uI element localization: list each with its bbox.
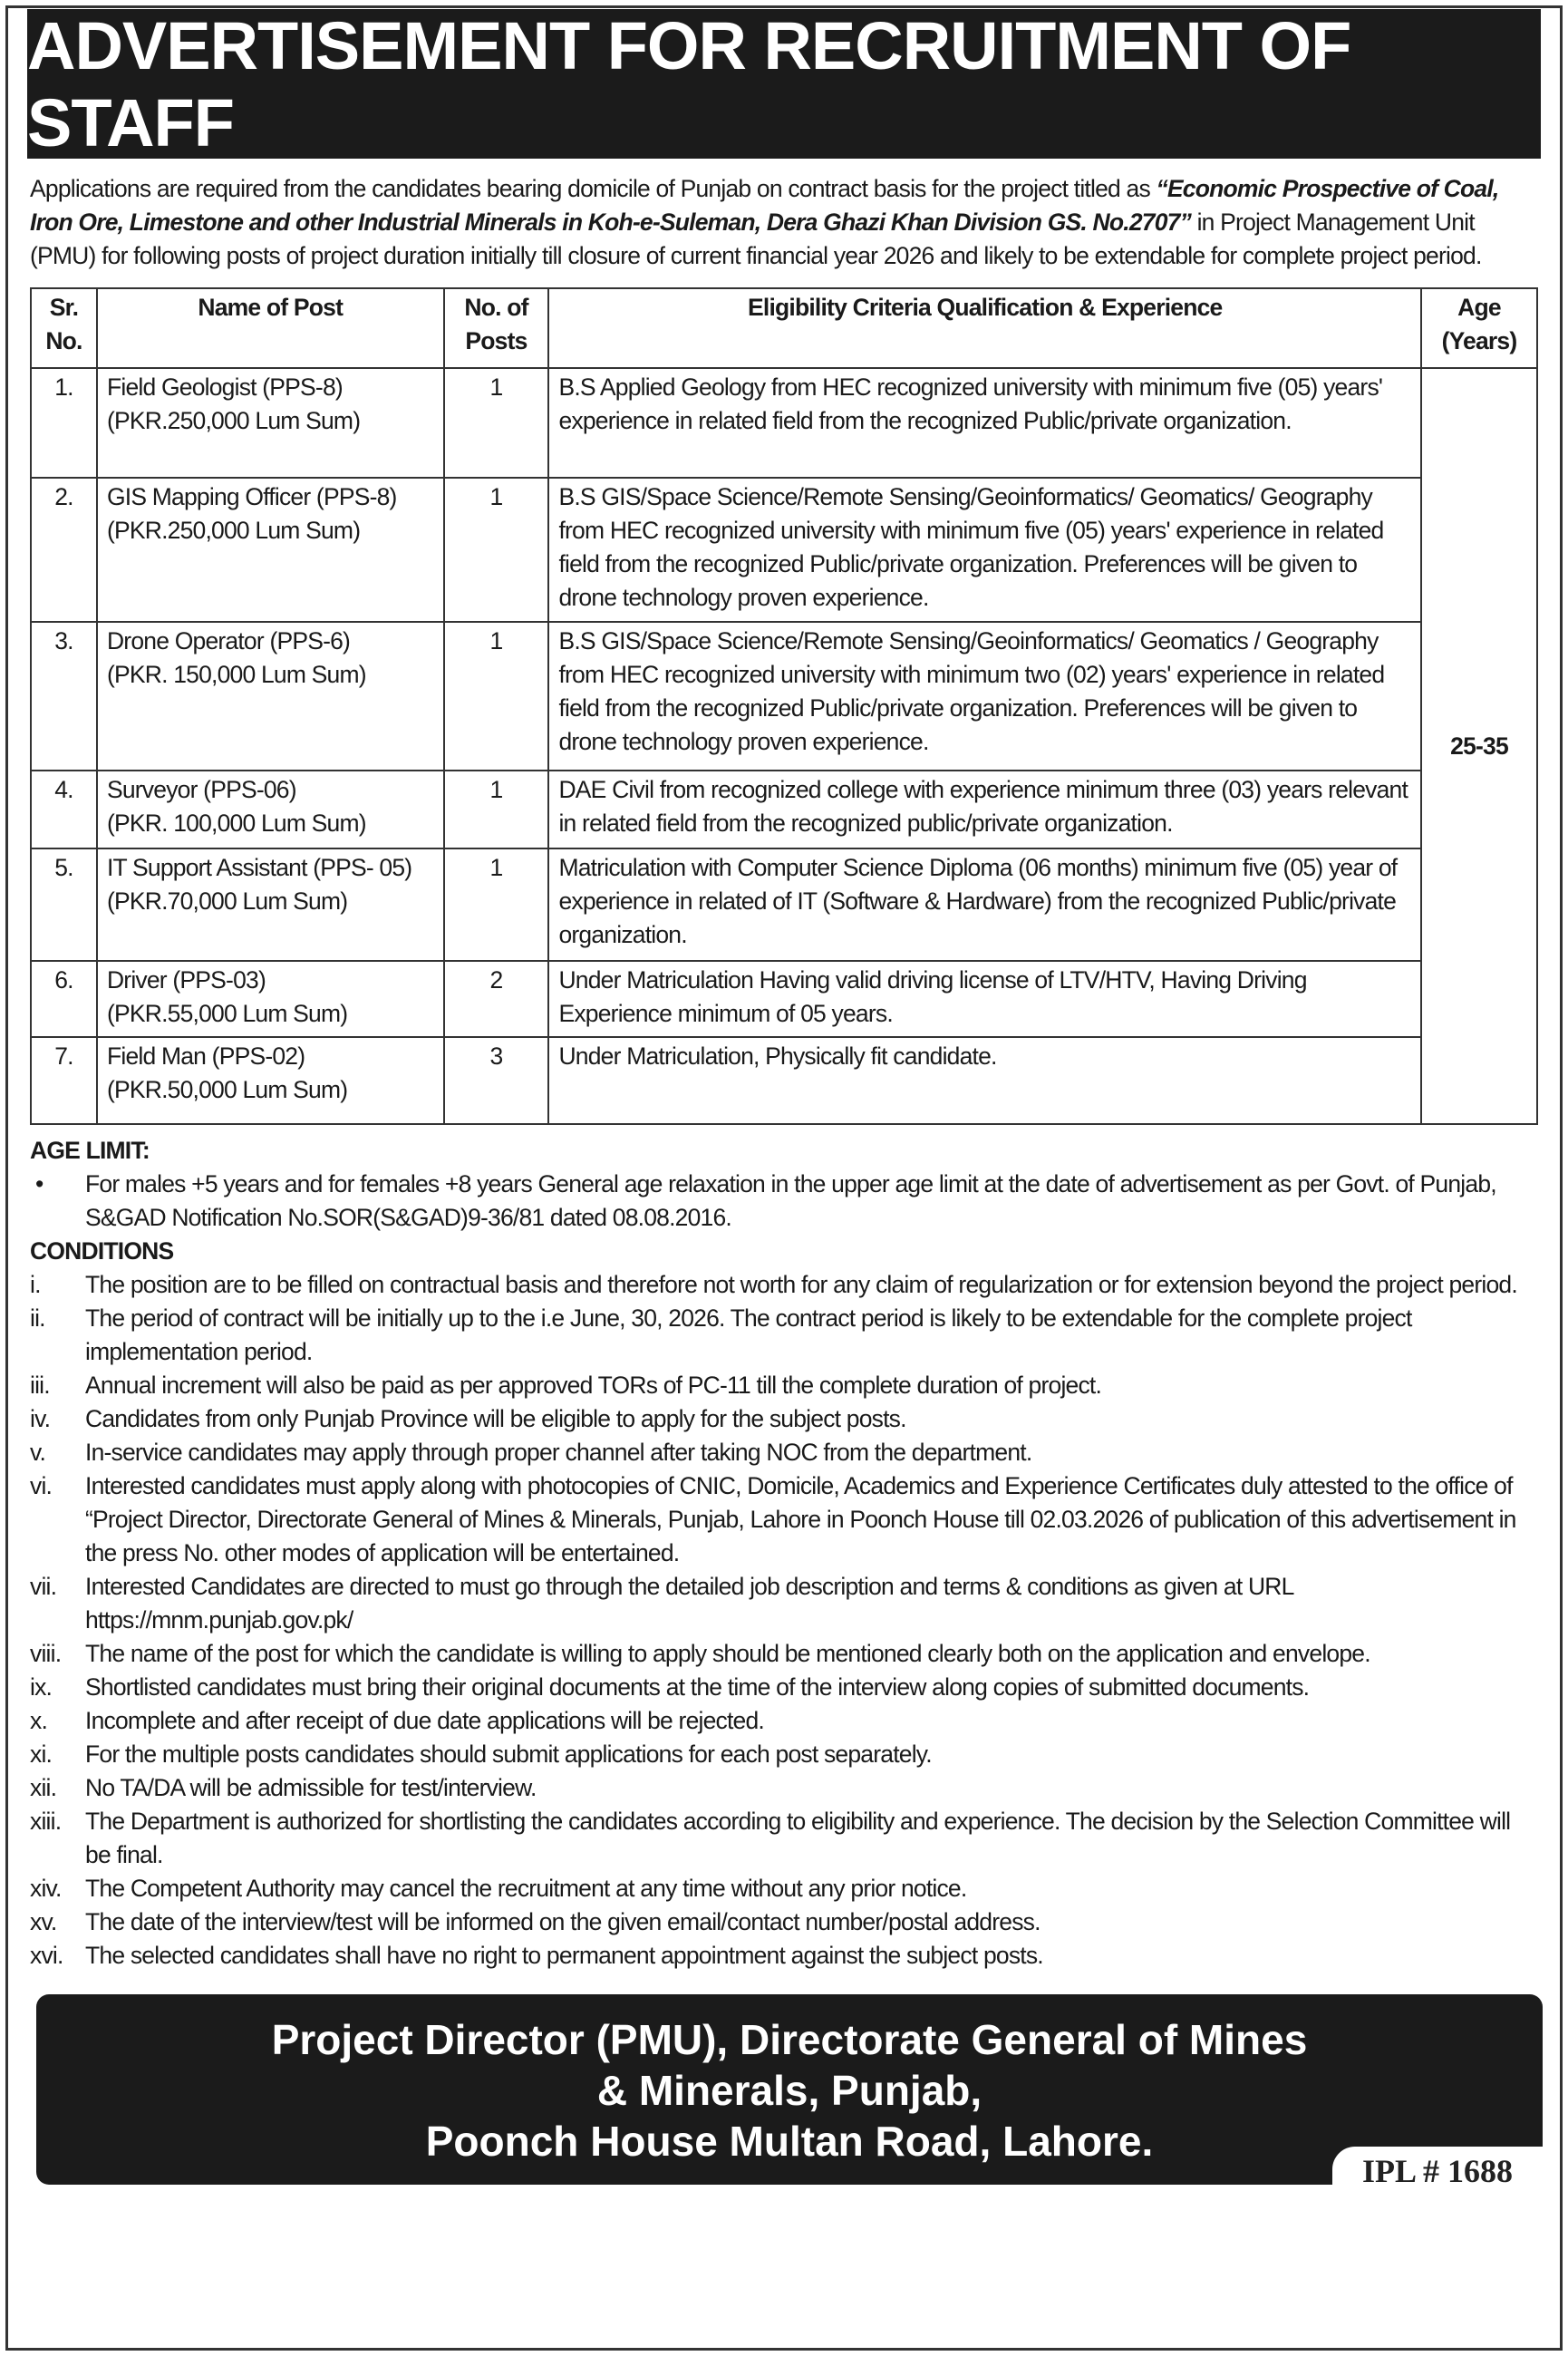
post-name: Field Geologist (PPS-8) xyxy=(106,373,343,401)
condition-number: xvi. xyxy=(30,1942,63,1969)
table-row xyxy=(31,771,1537,848)
col-criteria: Eligibility Criteria Qualification & Experience xyxy=(548,288,1421,368)
post-count: 1 xyxy=(444,622,549,771)
post-name: Field Man (PPS-02) xyxy=(106,1042,305,1070)
condition-number: xv. xyxy=(30,1908,57,1935)
condition-number: xiv. xyxy=(30,1875,62,1902)
sr-no: 7. xyxy=(31,1037,97,1124)
condition-item xyxy=(30,1637,1539,1671)
condition-item xyxy=(30,1369,1539,1402)
condition-number: xii. xyxy=(30,1774,57,1801)
table-row xyxy=(31,848,1537,961)
intro-paragraph xyxy=(30,172,1539,273)
condition-item xyxy=(30,1268,1539,1302)
condition-number: vii. xyxy=(30,1573,57,1600)
condition-item xyxy=(30,1872,1539,1905)
condition-text: Candidates from only Punjab Province will be eligible to apply for the subject posts. xyxy=(85,1405,906,1432)
table-row xyxy=(31,622,1537,771)
bullet: • xyxy=(35,1170,44,1197)
post-cell xyxy=(97,1037,444,1124)
condition-number: vi. xyxy=(30,1472,53,1499)
list-item xyxy=(30,1168,1539,1235)
post-pay: (PKR.250,000 Lum Sum) xyxy=(106,407,361,434)
condition-number: xi. xyxy=(30,1740,53,1768)
eligibility-criteria: B.S GIS/Space Science/Remote Sensing/Geoinformatics/ Geomatics/ Geography from HEC recognized university with minimum five (05) years' experience in related field from the recognized Public/private organization. Preferences will be given to drone technology proven experience. xyxy=(548,478,1421,622)
post-name: Surveyor (PPS-06) xyxy=(106,776,296,803)
post-count: 3 xyxy=(444,1037,549,1124)
condition-text: Interested candidates must apply along with photocopies of CNIC, Domicile, Academics and Experience Certificates duly attested to the office of “Project Director, Directorate General of Mines & Minerals, Punjab, Lahore in Poonch House till 02.03.2026 of publication of this advertisement in the press No. other modes of application will be entertained. xyxy=(85,1472,1516,1566)
sr-no: 1. xyxy=(31,368,97,478)
condition-number: x. xyxy=(30,1707,48,1734)
condition-item xyxy=(30,1570,1539,1637)
condition-text: In-service candidates may apply through proper channel after taking NOC from the department. xyxy=(85,1439,1032,1466)
condition-item xyxy=(30,1436,1539,1469)
post-count: 1 xyxy=(444,771,549,848)
condition-item xyxy=(30,1805,1539,1872)
condition-item xyxy=(30,1402,1539,1436)
post-pay: (PKR.70,000 Lum Sum) xyxy=(106,887,348,915)
condition-text: Interested Candidates are directed to must go through the detailed job description and terms & conditions as given at URL https://mnm.punjab.gov.pk/ xyxy=(85,1573,1293,1634)
condition-number: iv. xyxy=(30,1405,51,1432)
post-pay: (PKR.50,000 Lum Sum) xyxy=(106,1076,348,1103)
posts-table xyxy=(30,287,1538,1125)
conditions-heading: CONDITIONS xyxy=(30,1237,174,1265)
page-title: ADVERTISEMENT FOR RECRUITMENT OF STAFF xyxy=(27,9,1541,159)
intro-text-end: in Project Management Unit (PMU) for following posts of project duration initially till closure of current financial year 2026 and likely to be extendable for complete project period. xyxy=(30,208,1482,269)
col-age: Age (Years) xyxy=(1421,288,1537,368)
condition-text: The period of contract will be initially up to the i.e June, 30, 2026. The contract period is likely to be extendable for the complete project implementation period. xyxy=(85,1304,1412,1365)
condition-text: The position are to be filled on contractual basis and therefore not worth for any claim of regularization or for extension beyond the project period. xyxy=(85,1271,1517,1298)
table-header xyxy=(31,288,1537,368)
conditions-list xyxy=(30,1268,1539,1973)
age-range: 25-35 xyxy=(1421,368,1537,1124)
condition-number: iii. xyxy=(30,1372,50,1399)
age-limit-heading: AGE LIMIT: xyxy=(30,1137,150,1164)
post-count: 1 xyxy=(444,848,549,961)
condition-item xyxy=(30,1704,1539,1738)
condition-number: ii. xyxy=(30,1304,45,1332)
post-name: Driver (PPS-03) xyxy=(106,966,266,994)
post-cell xyxy=(97,478,444,622)
condition-text: Shortlisted candidates must bring their original documents at the time of the interview along copies of submitted documents. xyxy=(85,1673,1310,1701)
condition-text: Annual increment will also be paid as per approved TORs of PC-11 till the complete duration of project. xyxy=(85,1372,1102,1399)
table-row xyxy=(31,961,1537,1037)
condition-number: i. xyxy=(30,1271,41,1298)
table-row xyxy=(31,368,1537,478)
post-name: GIS Mapping Officer (PPS-8) xyxy=(106,483,397,510)
post-cell xyxy=(97,771,444,848)
col-post: Name of Post xyxy=(97,288,444,368)
post-pay: (PKR. 100,000 Lum Sum) xyxy=(106,810,366,837)
post-pay: (PKR.250,000 Lum Sum) xyxy=(106,517,361,544)
condition-text: The selected candidates shall have no right to permanent appointment against the subject posts. xyxy=(85,1942,1043,1969)
condition-text: The name of the post for which the candidate is willing to apply should be mentioned clearly both on the application and envelope. xyxy=(85,1640,1370,1667)
footer-line-1: Project Director (PMU), Directorate General of Mines & Minerals, Punjab, xyxy=(271,2016,1308,2114)
post-name: Drone Operator (PPS-6) xyxy=(106,627,351,654)
condition-number: ix. xyxy=(30,1673,53,1701)
eligibility-criteria: Under Matriculation, Physically fit candidate. xyxy=(548,1037,1421,1124)
condition-item xyxy=(30,1905,1539,1939)
eligibility-criteria: Matriculation with Computer Science Diploma (06 months) minimum five (05) year of experience in related of IT (Software & Hardware) from the recognized Public/private organization. xyxy=(548,848,1421,961)
project-title: “Economic Prospective of Coal, Iron Ore, Limestone and other Industrial Minerals in Koh-e-Suleman, Dera Ghazi Khan Division GS. No.2707” xyxy=(30,175,1499,236)
condition-item xyxy=(30,1302,1539,1369)
condition-text: Incomplete and after receipt of due date applications will be rejected. xyxy=(85,1707,764,1734)
post-cell xyxy=(97,961,444,1037)
age-limit-section xyxy=(30,1134,1539,1973)
condition-item xyxy=(30,1671,1539,1704)
footer-line-2: Poonch House Multan Road, Lahore. xyxy=(425,2118,1154,2165)
eligibility-criteria: Under Matriculation Having valid driving license of LTV/HTV, Having Driving Experience minimum of 05 years. xyxy=(548,961,1421,1037)
condition-item xyxy=(30,1939,1539,1973)
footer-address xyxy=(36,1994,1543,2189)
sr-no: 4. xyxy=(31,771,97,848)
condition-item xyxy=(30,1738,1539,1771)
condition-number: v. xyxy=(30,1439,46,1466)
eligibility-criteria: B.S Applied Geology from HEC recognized university with minimum five (05) years' experience in related field from the recognized Public/private organization. xyxy=(548,368,1421,478)
condition-item xyxy=(30,1469,1539,1570)
condition-text: For the multiple posts candidates should submit applications for each post separately. xyxy=(85,1740,932,1768)
condition-number: xiii. xyxy=(30,1808,62,1835)
post-cell xyxy=(97,848,444,961)
condition-text: No TA/DA will be admissible for test/interview. xyxy=(85,1774,537,1801)
intro-text: Applications are required from the candidates bearing domicile of Punjab on contract basis for the project titled as xyxy=(30,175,1157,202)
post-cell xyxy=(97,368,444,478)
post-count: 1 xyxy=(444,478,549,622)
sr-no: 5. xyxy=(31,848,97,961)
condition-number: viii. xyxy=(30,1640,62,1667)
condition-text: The Competent Authority may cancel the recruitment at any time without any prior notice. xyxy=(85,1875,967,1902)
eligibility-criteria: B.S GIS/Space Science/Remote Sensing/Geoinformatics/ Geomatics / Geography from HEC recognized university with minimum two (02) years' experience in related field from the recognized Public/private organization. Preferences will be given to drone technology proven experience. xyxy=(548,622,1421,771)
table-row xyxy=(31,1037,1537,1124)
col-sr: Sr. No. xyxy=(31,288,97,368)
post-name: IT Support Assistant (PPS- 05) xyxy=(106,854,412,881)
condition-item xyxy=(30,1771,1539,1805)
sr-no: 2. xyxy=(31,478,97,622)
ipl-number: IPL # 1688 xyxy=(1332,2147,1543,2192)
eligibility-criteria: DAE Civil from recognized college with experience minimum three (03) years relevant in related field from the recognized public/private organization. xyxy=(548,771,1421,848)
post-pay: (PKR.55,000 Lum Sum) xyxy=(106,1000,348,1027)
sr-no: 3. xyxy=(31,622,97,771)
post-count: 2 xyxy=(444,961,549,1037)
post-count: 1 xyxy=(444,368,549,478)
condition-text: The Department is authorized for shortlisting the candidates according to eligibility and experience. The decision by the Selection Committee will be final. xyxy=(85,1808,1511,1868)
post-cell xyxy=(97,622,444,771)
condition-text: The date of the interview/test will be informed on the given email/contact number/postal address. xyxy=(85,1908,1040,1935)
post-pay: (PKR. 150,000 Lum Sum) xyxy=(106,661,366,688)
table-row xyxy=(31,478,1537,622)
col-count: No. of Posts xyxy=(444,288,549,368)
age-limit-text: For males +5 years and for females +8 years General age relaxation in the upper age limit at the date of advertisement as per Govt. of Punjab, S&GAD Notification No.SOR(S&GAD)9-36/81 dated 08.08.2016. xyxy=(85,1170,1496,1231)
sr-no: 6. xyxy=(31,961,97,1037)
